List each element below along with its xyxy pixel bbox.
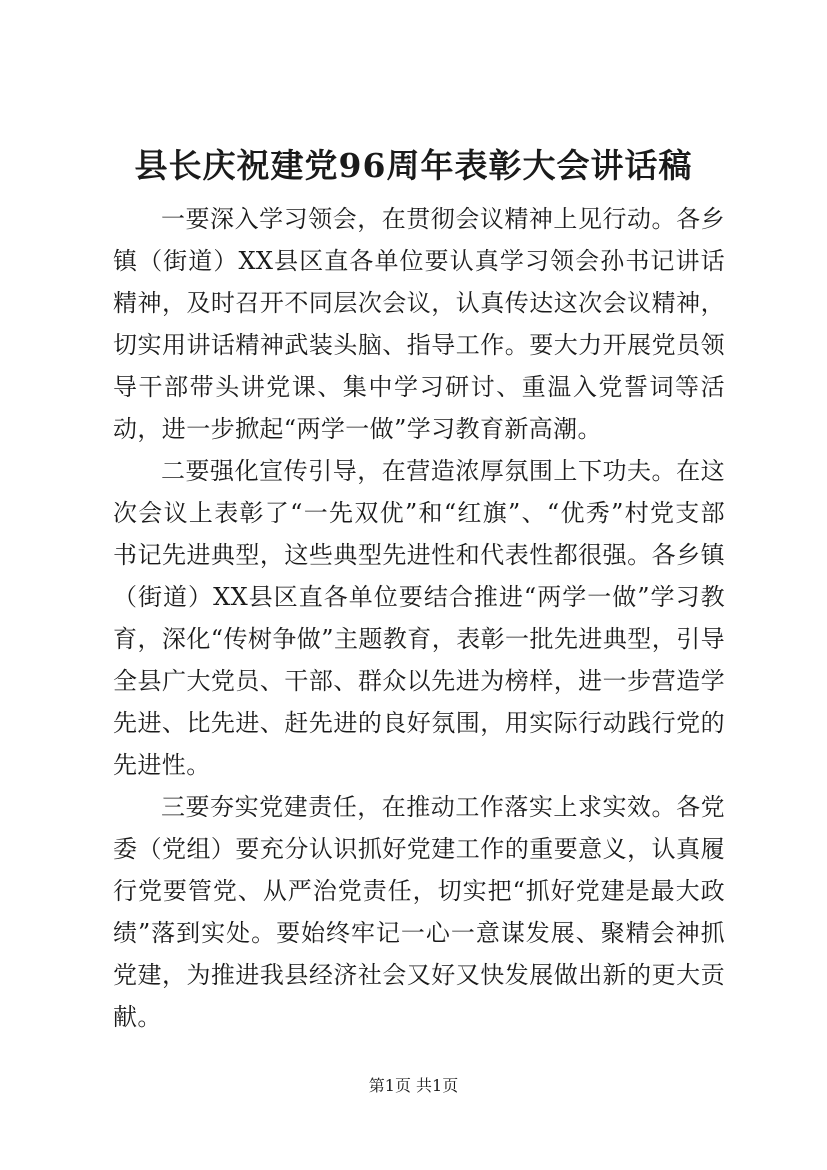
document-body	[113, 198, 725, 1038]
page-number-footer: 第1页 共1页	[368, 1076, 459, 1095]
paragraph-1: 一要深入学习领会，在贯彻会议精神上见行动。各乡镇（街道）XX县区直各单位要认真学习领会孙书记讲话精神，及时召开不同层次会议，认真传达这次会议精神，切实用讲话精神武装头脑、指导工作。要大力开展党员领导干部带头讲党课、集中学习研讨、重温入党誓词等活动，进一步掀起“两学一做”学习教育新高潮。	[113, 205, 725, 443]
paragraph-3: 三要夯实党建责任，在推动工作落实上求实效。各党委（党组）要充分认识抓好党建工作的重要意义，认真履行党要管党、从严治党责任，切实把“抓好党建是最大政绩”落到实处。要始终牢记一心一意谋发展、聚精会神抓党建，为推进我县经济社会又好又快发展做出新的更大贡献。	[113, 793, 725, 1031]
paragraph-2: 二要强化宣传引导，在营造浓厚氛围上下功夫。在这次会议上表彰了“一先双优”和“红旗”、“优秀”村党支部书记先进典型，这些典型先进性和代表性都很强。各乡镇（街道）XX县区直各单位要结合推进“两学一做”学习教育，深化“传树争做”主题教育，表彰一批先进典型，引导全县广大党员、干部、群众以先进为榜样，进一步营造学先进、比先进、赶先进的良好氛围，用实际行动践行党的先进性。	[113, 457, 725, 779]
document-title: 县长庆祝建党96周年表彰大会讲话稿	[134, 146, 693, 185]
